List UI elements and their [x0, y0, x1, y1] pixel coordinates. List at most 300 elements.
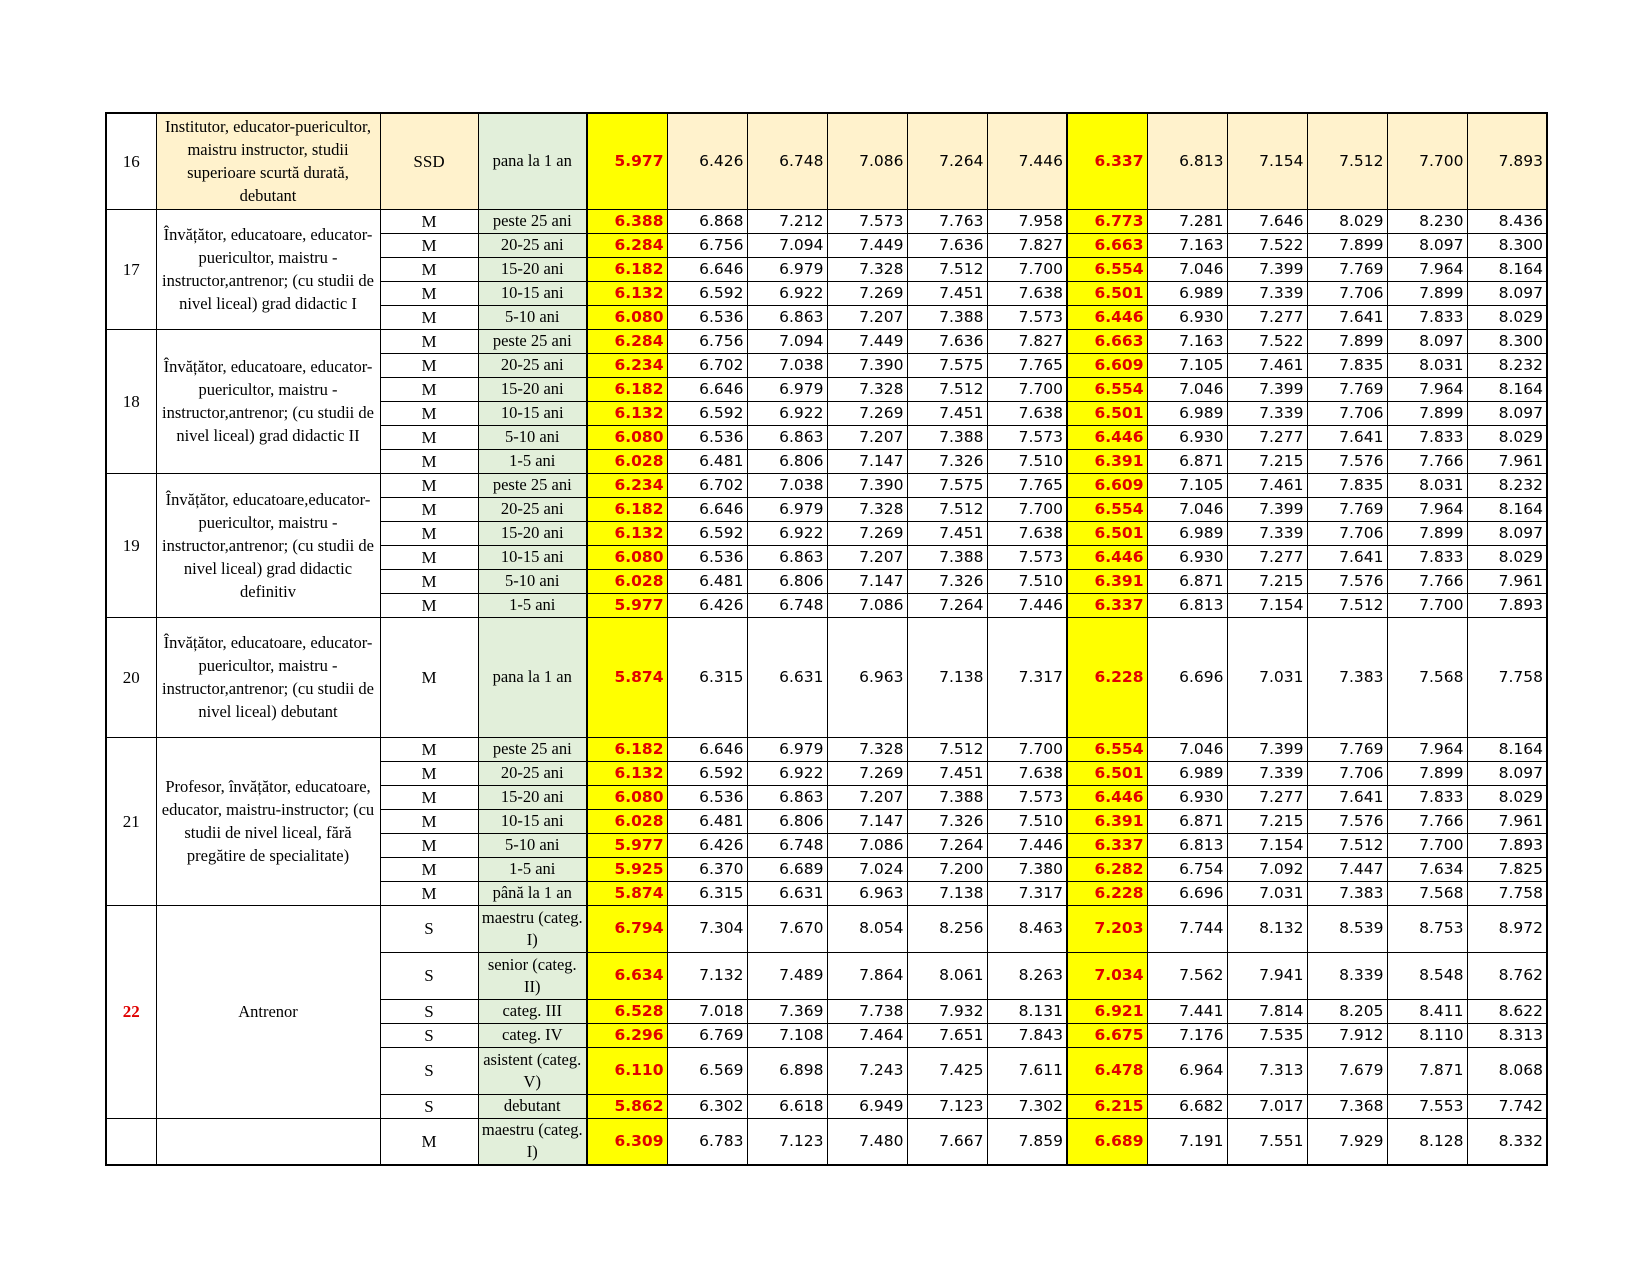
salary-cell: 7.024: [827, 857, 907, 881]
salary-cell: 7.388: [907, 305, 987, 329]
salary-cell: 6.989: [1147, 761, 1227, 785]
salary-cell: 7.512: [907, 257, 987, 281]
salary-cell: 7.480: [827, 1118, 907, 1165]
base-salary-cell: 6.921: [1067, 999, 1147, 1023]
function-name: Învățător, educatoare, educator-puericultor, maistru -instructor,antrenor; (cu studii de nivel liceal) grad didactic I: [156, 209, 380, 329]
salary-cell: 6.631: [747, 881, 827, 905]
tenure: senior (categ. II): [478, 952, 587, 999]
salary-cell: 6.748: [747, 833, 827, 857]
tenure: 15-20 ani: [478, 521, 587, 545]
base-salary-cell: 6.110: [587, 1047, 667, 1094]
salary-cell: 6.696: [1147, 881, 1227, 905]
study-level: M: [380, 761, 478, 785]
salary-cell: 7.929: [1307, 1118, 1387, 1165]
row-number: 16: [106, 113, 156, 209]
salary-cell: 6.979: [747, 497, 827, 521]
salary-cell: 7.706: [1307, 401, 1387, 425]
salary-cell: 7.899: [1307, 233, 1387, 257]
table-row: [106, 1118, 1547, 1165]
tenure: 10-15 ani: [478, 281, 587, 305]
salary-cell: 7.651: [907, 1023, 987, 1047]
base-salary-cell: 6.132: [587, 281, 667, 305]
base-salary-cell: 6.478: [1067, 1047, 1147, 1094]
salary-cell: 8.436: [1467, 209, 1547, 233]
tenure: maestru (categ. I): [478, 1118, 587, 1165]
salary-cell: 7.646: [1227, 209, 1307, 233]
salary-cell: 8.110: [1387, 1023, 1467, 1047]
salary-cell: 7.046: [1147, 257, 1227, 281]
salary-cell: 6.426: [667, 833, 747, 857]
base-salary-cell: 6.234: [587, 353, 667, 377]
salary-cell: 6.922: [747, 401, 827, 425]
salary-cell: 7.264: [907, 113, 987, 209]
tenure: 1-5 ani: [478, 857, 587, 881]
salary-cell: 7.313: [1227, 1047, 1307, 1094]
salary-cell: 7.176: [1147, 1023, 1227, 1047]
salary-cell: 7.212: [747, 209, 827, 233]
salary-cell: 6.898: [747, 1047, 827, 1094]
base-salary-cell: 6.501: [1067, 401, 1147, 425]
salary-cell: 7.535: [1227, 1023, 1307, 1047]
base-salary-cell: 6.663: [1067, 329, 1147, 353]
salary-cell: 7.964: [1387, 377, 1467, 401]
salary-cell: 7.451: [907, 281, 987, 305]
salary-cell: 7.827: [987, 233, 1067, 257]
study-level: M: [380, 569, 478, 593]
salary-cell: 8.753: [1387, 905, 1467, 952]
salary-cell: 6.863: [747, 785, 827, 809]
salary-cell: 8.029: [1467, 305, 1547, 329]
study-level: S: [380, 999, 478, 1023]
salary-cell: 7.464: [827, 1023, 907, 1047]
base-salary-cell: 6.446: [1067, 785, 1147, 809]
base-salary-cell: 6.337: [1067, 593, 1147, 617]
tenure: categ. IV: [478, 1023, 587, 1047]
salary-cell: 7.446: [987, 593, 1067, 617]
salary-cell: 8.097: [1387, 233, 1467, 257]
tenure: 20-25 ani: [478, 761, 587, 785]
salary-cell: 7.038: [747, 473, 827, 497]
tenure: 1-5 ani: [478, 449, 587, 473]
salary-cell: 7.086: [827, 833, 907, 857]
tenure: 15-20 ani: [478, 257, 587, 281]
salary-cell: 7.769: [1307, 377, 1387, 401]
salary-cell: 7.958: [987, 209, 1067, 233]
base-salary-cell: 5.925: [587, 857, 667, 881]
study-level: M: [380, 329, 478, 353]
salary-cell: 7.489: [747, 952, 827, 999]
salary-cell: 7.827: [987, 329, 1067, 353]
base-salary-cell: 6.284: [587, 329, 667, 353]
salary-cell: 7.138: [907, 881, 987, 905]
salary-cell: 7.163: [1147, 233, 1227, 257]
study-level: M: [380, 473, 478, 497]
salary-cell: 7.899: [1307, 329, 1387, 353]
salary-cell: 7.512: [907, 737, 987, 761]
salary-cell: 7.094: [747, 233, 827, 257]
salary-cell: 6.930: [1147, 425, 1227, 449]
salary-cell: 6.481: [667, 809, 747, 833]
salary-cell: 6.930: [1147, 545, 1227, 569]
salary-cell: 7.380: [987, 857, 1067, 881]
salary-cell: 7.899: [1387, 761, 1467, 785]
salary-cell: 8.463: [987, 905, 1067, 952]
study-level: M: [380, 545, 478, 569]
salary-cell: 7.576: [1307, 809, 1387, 833]
salary-cell: 7.461: [1227, 353, 1307, 377]
salary-cell: 6.569: [667, 1047, 747, 1094]
base-salary-cell: 6.132: [587, 401, 667, 425]
salary-cell: 7.700: [1387, 593, 1467, 617]
salary-cell: 8.031: [1387, 353, 1467, 377]
study-level: S: [380, 952, 478, 999]
salary-cell: 7.551: [1227, 1118, 1307, 1165]
salary-cell: 6.592: [667, 761, 747, 785]
row-number: [106, 1118, 156, 1165]
salary-cell: 8.972: [1467, 905, 1547, 952]
salary-cell: 8.230: [1387, 209, 1467, 233]
salary-cell: 6.646: [667, 257, 747, 281]
study-level: M: [380, 305, 478, 329]
study-level: M: [380, 449, 478, 473]
salary-cell: 7.765: [987, 473, 1067, 497]
salary-cell: 7.576: [1307, 449, 1387, 473]
table-row: [106, 113, 1547, 209]
salary-cell: 6.806: [747, 809, 827, 833]
salary-cell: 6.922: [747, 521, 827, 545]
base-salary-cell: 6.634: [587, 952, 667, 999]
salary-cell: 6.871: [1147, 569, 1227, 593]
base-salary-cell: 6.528: [587, 999, 667, 1023]
salary-cell: 7.105: [1147, 473, 1227, 497]
salary-cell: 7.264: [907, 833, 987, 857]
salary-cell: 7.277: [1227, 785, 1307, 809]
salary-cell: 7.094: [747, 329, 827, 353]
salary-cell: 7.446: [987, 833, 1067, 857]
salary-cell: 7.388: [907, 545, 987, 569]
function-name: Antrenor: [156, 905, 380, 1118]
salary-cell: 8.061: [907, 952, 987, 999]
salary-cell: 7.399: [1227, 257, 1307, 281]
salary-cell: 7.215: [1227, 809, 1307, 833]
salary-cell: 6.689: [747, 857, 827, 881]
salary-cell: 7.147: [827, 809, 907, 833]
salary-cell: 7.326: [907, 569, 987, 593]
salary-cell: 6.783: [667, 1118, 747, 1165]
base-salary-cell: 7.034: [1067, 952, 1147, 999]
study-level: M: [380, 377, 478, 401]
salary-cell: 7.835: [1307, 473, 1387, 497]
salary-cell: 7.641: [1307, 305, 1387, 329]
salary-cell: 7.339: [1227, 281, 1307, 305]
salary-cell: 7.339: [1227, 401, 1307, 425]
salary-cell: 6.302: [667, 1094, 747, 1118]
base-salary-cell: 6.080: [587, 305, 667, 329]
salary-cell: 7.763: [907, 209, 987, 233]
salary-cell: 7.154: [1227, 833, 1307, 857]
tenure: categ. III: [478, 999, 587, 1023]
tenure: 15-20 ani: [478, 377, 587, 401]
study-level: M: [380, 881, 478, 905]
base-salary-cell: 5.977: [587, 833, 667, 857]
table-row: [106, 905, 1547, 952]
salary-cell: 6.963: [827, 617, 907, 737]
salary-cell: 6.964: [1147, 1047, 1227, 1094]
salary-cell: 7.092: [1227, 857, 1307, 881]
tenure: debutant: [478, 1094, 587, 1118]
salary-cell: 8.097: [1467, 521, 1547, 545]
base-salary-cell: 6.554: [1067, 737, 1147, 761]
study-level: M: [380, 401, 478, 425]
salary-cell: 7.108: [747, 1023, 827, 1047]
salary-cell: 7.706: [1307, 281, 1387, 305]
base-salary-cell: 6.182: [587, 497, 667, 521]
salary-cell: 6.769: [667, 1023, 747, 1047]
salary-cell: 7.641: [1307, 545, 1387, 569]
base-salary-cell: 6.391: [1067, 569, 1147, 593]
salary-cell: 7.269: [827, 401, 907, 425]
salary-cell: 8.131: [987, 999, 1067, 1023]
tenure: peste 25 ani: [478, 209, 587, 233]
salary-cell: 7.277: [1227, 305, 1307, 329]
salary-cell: 7.451: [907, 521, 987, 545]
row-number: 17: [106, 209, 156, 329]
salary-cell: 7.766: [1387, 569, 1467, 593]
base-salary-cell: 6.337: [1067, 113, 1147, 209]
salary-cell: 7.758: [1467, 881, 1547, 905]
salary-cell: 6.592: [667, 521, 747, 545]
salary-cell: 6.863: [747, 545, 827, 569]
salary-cell: 6.536: [667, 425, 747, 449]
salary-cell: 7.046: [1147, 497, 1227, 521]
salary-cell: 7.700: [987, 377, 1067, 401]
salary-cell: 7.451: [907, 761, 987, 785]
base-salary-cell: 5.874: [587, 617, 667, 737]
salary-cell: 6.989: [1147, 281, 1227, 305]
salary-cell: 7.835: [1307, 353, 1387, 377]
salary-cell: 7.328: [827, 497, 907, 521]
salary-cell: 7.573: [987, 545, 1067, 569]
base-salary-cell: 6.028: [587, 569, 667, 593]
salary-cell: 6.682: [1147, 1094, 1227, 1118]
table-row: [106, 617, 1547, 737]
salary-cell: 8.232: [1467, 353, 1547, 377]
salary-cell: 8.539: [1307, 905, 1387, 952]
tenure: până la 1 an: [478, 881, 587, 905]
salary-cell: 7.568: [1387, 617, 1467, 737]
salary-cell: 6.756: [667, 329, 747, 353]
salary-cell: 6.536: [667, 785, 747, 809]
salary-cell: 7.738: [827, 999, 907, 1023]
salary-cell: 6.646: [667, 497, 747, 521]
salary-cell: 8.029: [1467, 545, 1547, 569]
salary-cell: 7.368: [1307, 1094, 1387, 1118]
salary-cell: 6.963: [827, 881, 907, 905]
study-level: M: [380, 617, 478, 737]
tenure: 20-25 ani: [478, 353, 587, 377]
salary-cell: 7.641: [1307, 425, 1387, 449]
salary-cell: 6.370: [667, 857, 747, 881]
salary-cell: 7.446: [987, 113, 1067, 209]
salary-cell: 7.383: [1307, 617, 1387, 737]
salary-cell: 6.863: [747, 305, 827, 329]
salary-cell: 8.164: [1467, 257, 1547, 281]
salary-cell: 7.961: [1467, 569, 1547, 593]
salary-cell: 7.328: [827, 257, 907, 281]
function-name: Învățător, educatoare,educator-puericultor, maistru -instructor,antrenor; (cu studii de nivel liceal) grad didactic definitiv: [156, 473, 380, 617]
salary-cell: 7.326: [907, 449, 987, 473]
salary-cell: 7.461: [1227, 473, 1307, 497]
salary-cell: 7.317: [987, 881, 1067, 905]
salary-cell: 6.702: [667, 473, 747, 497]
salary-cell: 7.510: [987, 449, 1067, 473]
salary-cell: 7.700: [987, 257, 1067, 281]
salary-cell: 7.964: [1387, 737, 1467, 761]
salary-cell: 8.097: [1467, 281, 1547, 305]
salary-cell: 7.207: [827, 305, 907, 329]
base-salary-cell: 6.446: [1067, 545, 1147, 569]
salary-cell: 7.932: [907, 999, 987, 1023]
salary-cell: 7.833: [1387, 425, 1467, 449]
salary-cell: 7.522: [1227, 329, 1307, 353]
base-salary-cell: 6.028: [587, 809, 667, 833]
salary-cell: 7.123: [747, 1118, 827, 1165]
base-salary-cell: 6.554: [1067, 257, 1147, 281]
salary-cell: 7.339: [1227, 521, 1307, 545]
salary-cell: 7.573: [987, 305, 1067, 329]
function-name: Învățător, educatoare, educator-puericultor, maistru -instructor,antrenor; (cu studii de nivel liceal) grad didactic II: [156, 329, 380, 473]
base-salary-cell: 5.874: [587, 881, 667, 905]
salary-cell: 7.163: [1147, 329, 1227, 353]
salary-cell: 6.922: [747, 281, 827, 305]
table-row: [106, 473, 1547, 497]
salary-cell: 6.536: [667, 545, 747, 569]
study-level: M: [380, 1118, 478, 1165]
salary-cell: 6.871: [1147, 449, 1227, 473]
salary-cell: 8.029: [1467, 425, 1547, 449]
salary-cell: 7.441: [1147, 999, 1227, 1023]
study-level: M: [380, 209, 478, 233]
salary-cell: 7.700: [987, 737, 1067, 761]
salary-cell: 7.899: [1387, 281, 1467, 305]
salary-cell: 7.641: [1307, 785, 1387, 809]
salary-cell: 7.573: [827, 209, 907, 233]
table-row: [106, 737, 1547, 761]
salary-cell: 7.843: [987, 1023, 1067, 1047]
salary-cell: 6.989: [1147, 401, 1227, 425]
salary-cell: 7.512: [1307, 113, 1387, 209]
salary-cell: 7.200: [907, 857, 987, 881]
salary-cell: 7.269: [827, 761, 907, 785]
salary-cell: 7.512: [1307, 833, 1387, 857]
tenure: 20-25 ani: [478, 233, 587, 257]
salary-cell: 8.164: [1467, 377, 1547, 401]
base-salary-cell: 6.228: [1067, 617, 1147, 737]
study-level: S: [380, 1047, 478, 1094]
salary-cell: 8.205: [1307, 999, 1387, 1023]
salary-cell: 7.017: [1227, 1094, 1307, 1118]
tenure: pana la 1 an: [478, 617, 587, 737]
salary-cell: 6.756: [667, 233, 747, 257]
salary-cell: 7.611: [987, 1047, 1067, 1094]
base-salary-cell: 6.234: [587, 473, 667, 497]
base-salary-cell: 6.391: [1067, 449, 1147, 473]
salary-cell: 8.300: [1467, 233, 1547, 257]
salary-cell: 7.451: [907, 401, 987, 425]
tenure: peste 25 ani: [478, 737, 587, 761]
salary-cell: 8.164: [1467, 497, 1547, 521]
function-name: Profesor, învățător, educatoare, educator, maistru-instructor; (cu studii de nivel liceal, fără pregătire de specialitate): [156, 737, 380, 905]
salary-cell: 7.638: [987, 761, 1067, 785]
salary-cell: 7.522: [1227, 233, 1307, 257]
base-salary-cell: 6.554: [1067, 497, 1147, 521]
salary-cell: 7.147: [827, 569, 907, 593]
base-salary-cell: 6.215: [1067, 1094, 1147, 1118]
salary-cell: 7.700: [1387, 113, 1467, 209]
salary-cell: 6.536: [667, 305, 747, 329]
salary-cell: 7.512: [907, 377, 987, 401]
tenure: 5-10 ani: [478, 305, 587, 329]
salary-cell: 6.979: [747, 257, 827, 281]
salary-cell: 7.964: [1387, 257, 1467, 281]
salary-cell: 7.510: [987, 809, 1067, 833]
salary-cell: 7.941: [1227, 952, 1307, 999]
salary-cell: 7.893: [1467, 113, 1547, 209]
salary-cell: 7.383: [1307, 881, 1387, 905]
salary-cell: 7.243: [827, 1047, 907, 1094]
base-salary-cell: 6.182: [587, 737, 667, 761]
base-salary-cell: 6.501: [1067, 761, 1147, 785]
function-name: Învățător, educatoare, educator-puericultor, maistru -instructor,antrenor; (cu studii de nivel liceal) debutant: [156, 617, 380, 737]
salary-cell: 7.269: [827, 281, 907, 305]
table-row: [106, 209, 1547, 233]
salary-cell: 6.806: [747, 449, 827, 473]
salary-cell: 7.018: [667, 999, 747, 1023]
salary-cell: 6.592: [667, 401, 747, 425]
salary-cell: 6.646: [667, 737, 747, 761]
salary-cell: 8.132: [1227, 905, 1307, 952]
salary-cell: 7.769: [1307, 497, 1387, 521]
tenure: 5-10 ani: [478, 833, 587, 857]
base-salary-cell: 6.309: [587, 1118, 667, 1165]
base-salary-cell: 7.203: [1067, 905, 1147, 952]
base-salary-cell: 6.080: [587, 785, 667, 809]
salary-cell: 8.068: [1467, 1047, 1547, 1094]
salary-cell: 7.636: [907, 233, 987, 257]
salary-cell: 6.871: [1147, 809, 1227, 833]
salary-cell: 7.154: [1227, 593, 1307, 617]
salary-cell: 6.949: [827, 1094, 907, 1118]
salary-cell: 7.207: [827, 545, 907, 569]
salary-cell: 7.700: [987, 497, 1067, 521]
base-salary-cell: 6.182: [587, 377, 667, 401]
salary-cell: 7.706: [1307, 521, 1387, 545]
salary-cell: 7.833: [1387, 785, 1467, 809]
base-salary-cell: 6.337: [1067, 833, 1147, 857]
salary-cell: 7.277: [1227, 425, 1307, 449]
study-level: M: [380, 257, 478, 281]
salary-cell: 7.758: [1467, 617, 1547, 737]
salary-cell: 7.328: [827, 377, 907, 401]
tenure: maestru (categ. I): [478, 905, 587, 952]
salary-cell: 8.232: [1467, 473, 1547, 497]
tenure: 5-10 ani: [478, 425, 587, 449]
salary-cell: 7.449: [827, 233, 907, 257]
salary-cell: 7.304: [667, 905, 747, 952]
tenure: peste 25 ani: [478, 329, 587, 353]
salary-cell: 8.263: [987, 952, 1067, 999]
base-salary-cell: 6.663: [1067, 233, 1147, 257]
